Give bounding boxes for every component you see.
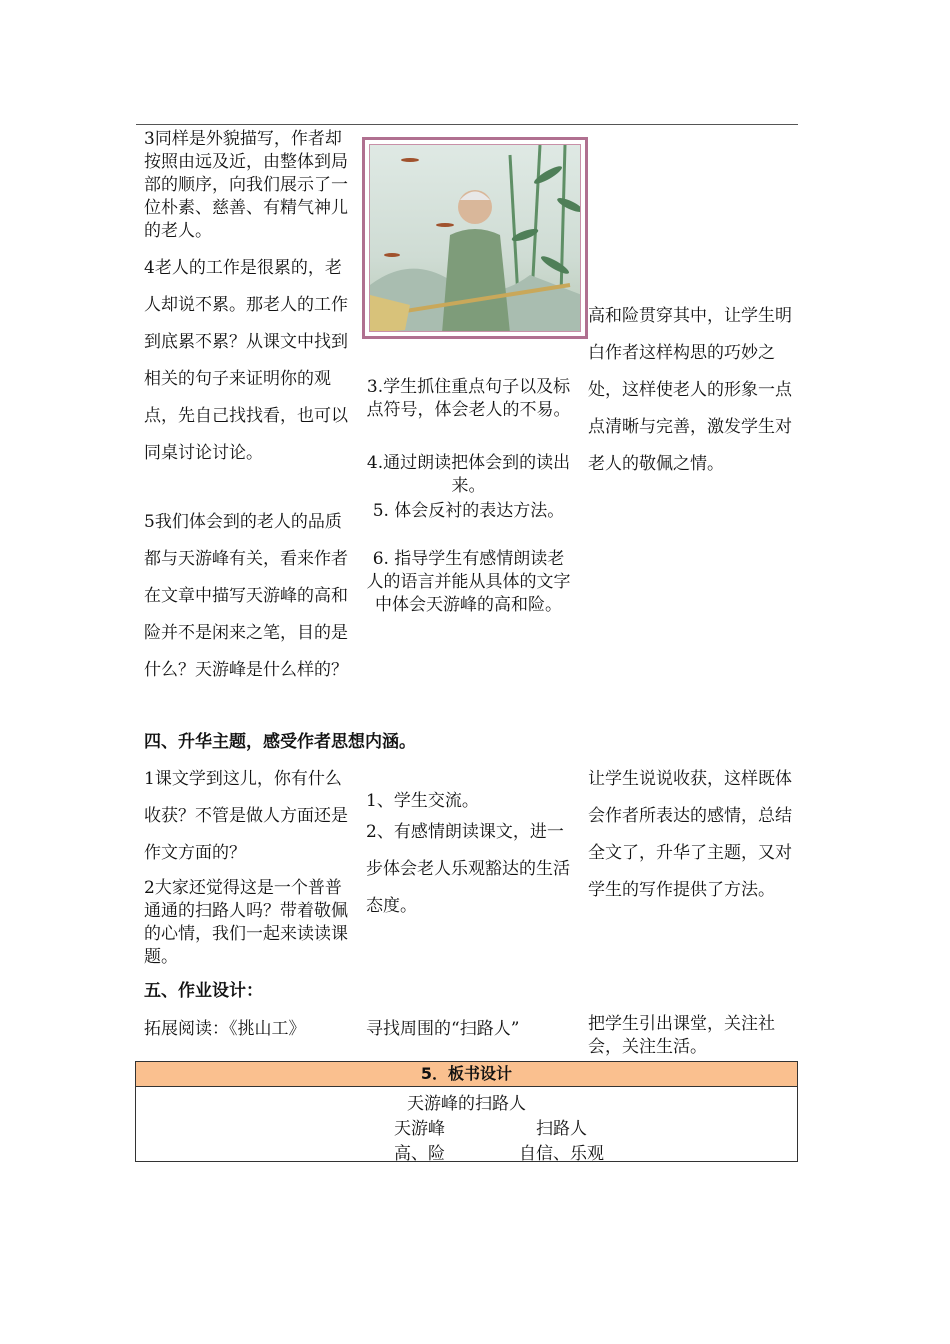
sec3-col2-item-3: 3.学生抓住重点句子以及标点符号，体会老人的不易。 <box>366 377 571 420</box>
board-right-2: 自信、乐观 <box>519 1144 604 1164</box>
sec3-col2-item-4: 4.通过朗读把体会到的读出来。 <box>366 453 571 496</box>
board-line-title: 天游峰的扫路人 <box>407 1094 526 1114</box>
illustration-frame <box>362 137 588 339</box>
top-rule <box>136 124 798 125</box>
sec5-col3-text: 把学生引出课堂，关注社会，关注生活。 <box>588 1014 775 1057</box>
board-design-title: 5．板书设计 <box>136 1062 797 1087</box>
sec3-col2-item-6: 6. 指导学生有感情朗读老人的语言并能从具体的文字中体会天游峰的高和险。 <box>366 549 571 615</box>
board-left-1: 天游峰 <box>394 1119 445 1139</box>
sec4-col3-text: 让学生说说收获，这样既体会作者所表达的感情，总结全文了，升华了主题，又对学生的写作提供了方法。 <box>588 769 792 900</box>
sec4-col1-text-a: 1课文学到这儿，你有什么收获？不管是做人方面还是作文方面的？ <box>144 769 348 863</box>
sec3-col1-text-b: 4老人的工作是很累的，老人却说不累。那老人的工作到底累不累？从课文中找到相关的句子来证明你的观点，先自己找找看，也可以同桌讨论讨论。 <box>144 258 348 463</box>
sec3-col2-item-5: 5. 体会反衬的表达方法。 <box>372 501 565 521</box>
sec4-col2-item-2: 2、有感情朗读课文，进一步体会老人乐观豁达的生活态度。 <box>366 822 570 916</box>
board-right-1: 扫路人 <box>536 1119 587 1139</box>
board-left-2: 高、险 <box>394 1144 445 1164</box>
sec3-col1-text-c: 5我们体会到的老人的品质都与天游峰有关，看来作者在文章中描写天游峰的高和险并不是闲来之笔，目的是什么？天游峰是什么样的？ <box>144 512 348 680</box>
section5-heading: 五、作业设计： <box>144 981 263 1001</box>
old-sweeper-illustration <box>369 144 581 332</box>
sec3-col3-text: 高和险贯穿其中，让学生明白作者这样构思的巧妙之处，这样使老人的形象一点点清晰与完善，激发学生对老人的敬佩之情。 <box>588 306 792 474</box>
sec5-col2-text: 寻找周围的“扫路人” <box>366 1019 520 1039</box>
section4-heading: 四、升华主题，感受作者思想内涵。 <box>144 732 416 752</box>
sec4-col1-text-b: 2大家还觉得这是一个普普通通的扫路人吗？带着敬佩的心情，我们一起来读读课题。 <box>144 878 348 967</box>
sec4-col2-item-1: 1、学生交流。 <box>366 791 479 811</box>
sec5-col1-text: 拓展阅读：《挑山工》 <box>144 1019 306 1039</box>
board-design-table <box>135 1061 798 1162</box>
sec3-col1-text-a: 3同样是外貌描写，作者却按照由远及近，由整体到局部的顺序，向我们展示了一位朴素、慈善、有精气神儿的老人。 <box>144 129 348 241</box>
